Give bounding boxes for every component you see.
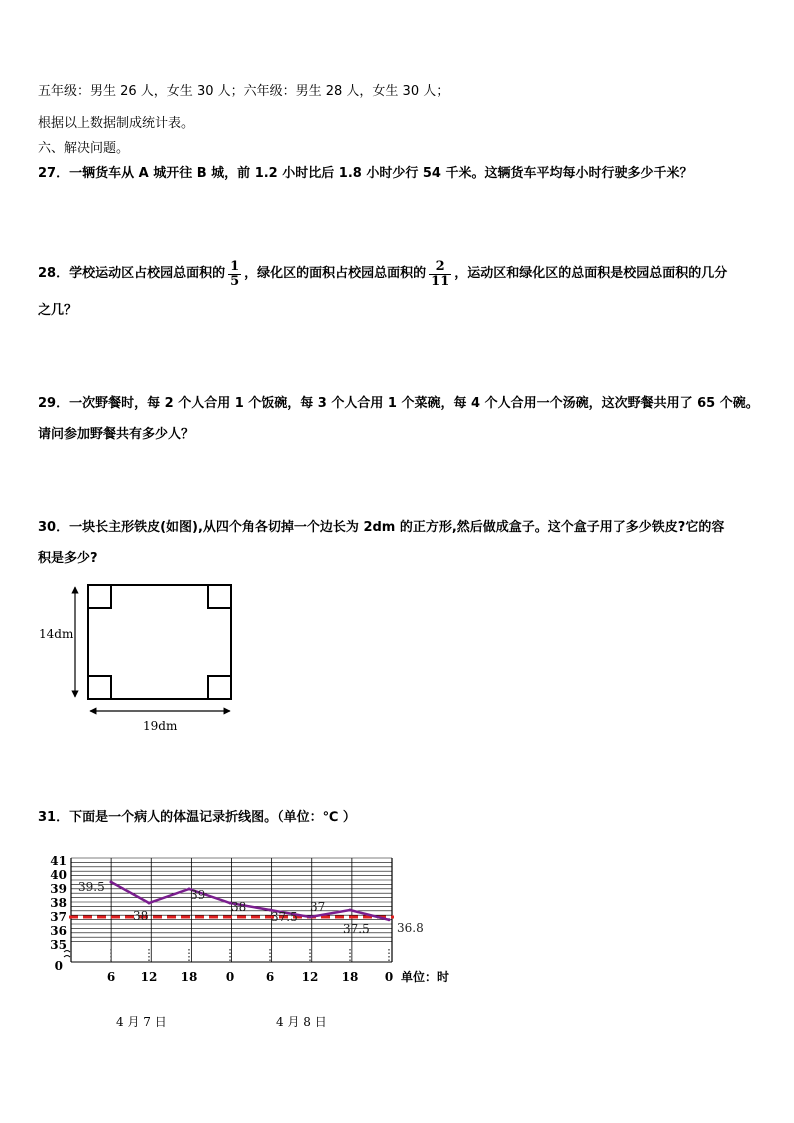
corner-square-bl	[88, 676, 111, 699]
data-label: 39	[190, 888, 206, 902]
instruction-line: 根据以上数据制成统计表。	[38, 116, 195, 131]
data-label: 36.8	[397, 921, 424, 935]
fraction-one-fifth	[228, 260, 241, 289]
question-29-line2: 请问参加野餐共有多少人？	[38, 427, 195, 442]
corner-square-br	[208, 676, 231, 699]
x-tick-label: 12	[301, 970, 319, 984]
y-tick-label: 39	[50, 882, 67, 896]
grade-data-line: 五年级：男生 26 人，女生 30 人；六年级：男生 28 人，女生 30 人；	[38, 84, 450, 99]
y-tick-label: 35	[50, 938, 67, 952]
fraction-two-elevenths	[429, 260, 451, 289]
axis-break-icon	[64, 951, 70, 958]
data-label: 38	[231, 900, 247, 914]
frac1-denominator: 5	[230, 273, 240, 289]
y-tick-label: 36	[50, 924, 67, 938]
frac2-numerator: 2	[429, 260, 451, 275]
q28-part1: 28．学校运动区占校园总面积的	[38, 266, 226, 281]
question-31: 31．下面是一个病人的体温记录折线图。（单位：℃ ）	[38, 810, 356, 825]
x-tick-label: 6	[106, 970, 116, 984]
date-label-apr7: 4 月 7 日	[116, 1015, 167, 1029]
x-tick-label: 18	[341, 970, 359, 984]
data-label: 37.5	[271, 910, 298, 924]
y-tick-label: 0	[54, 959, 63, 973]
frac1-numerator: 1	[230, 258, 240, 274]
question-28-line2: 之几？	[38, 303, 78, 318]
data-point	[110, 881, 113, 884]
temperature-line-chart	[30, 850, 470, 1040]
x-tick-label: 12	[140, 970, 158, 984]
width-label: 19dm	[143, 719, 178, 733]
corner-square-tl	[88, 585, 111, 608]
data-point	[148, 902, 151, 905]
question-29: 29．一次野餐时，每 2 个人合用 1 个饭碗，每 3 个人合用 1 个菜碗，每 4 个人合用一个汤碗，这次野餐共用了 65 个碗。	[38, 396, 759, 411]
x-unit-label: 单位：时	[401, 970, 450, 984]
y-tick-label: 41	[50, 854, 67, 868]
question-30-line2: 积是多少?	[38, 551, 98, 566]
y-tick-label: 38	[50, 896, 67, 910]
q28-part2: ，绿化区的面积占校园总面积的	[244, 266, 427, 281]
date-label-apr8: 4 月 8 日	[276, 1015, 327, 1029]
x-tick-label: 18	[180, 970, 198, 984]
x-tick-label: 6	[265, 970, 275, 984]
frac2-denominator: 11	[431, 273, 450, 289]
q28-part3: ，运动区和绿化区的总面积是校园总面积的几分	[454, 266, 728, 281]
sheet-rectangle	[88, 585, 231, 699]
data-label: 39.5	[78, 880, 105, 894]
temperature-series-line	[111, 882, 389, 920]
corner-square-tr	[208, 585, 231, 608]
question-27: 27．一辆货车从 A 城开往 B 城，前 1.2 小时比后 1.8 小时少行 54 千米。这辆货车平均每小时行驶多少千米？	[38, 166, 693, 181]
y-tick-label: 40	[50, 868, 67, 882]
data-point	[309, 916, 312, 919]
x-tick-label: 0	[225, 970, 235, 984]
data-label: 37.5	[343, 922, 370, 936]
data-label: 37	[310, 900, 326, 914]
iron-sheet-diagram	[30, 575, 250, 735]
x-tick-label: 0	[384, 970, 394, 984]
height-label: 14dm	[39, 627, 74, 641]
y-tick-label: 37	[50, 910, 67, 924]
question-30: 30．一块长主形铁皮(如图),从四个角各切掉一个边长为 2dm 的正方形,然后做成盒子。这个盒子用了多少铁皮?它的容	[38, 520, 725, 535]
section-title: 六、解决问题。	[38, 141, 130, 156]
data-point	[388, 918, 391, 921]
data-label: 38	[133, 909, 149, 923]
question-28	[38, 254, 727, 295]
data-point	[349, 909, 352, 912]
